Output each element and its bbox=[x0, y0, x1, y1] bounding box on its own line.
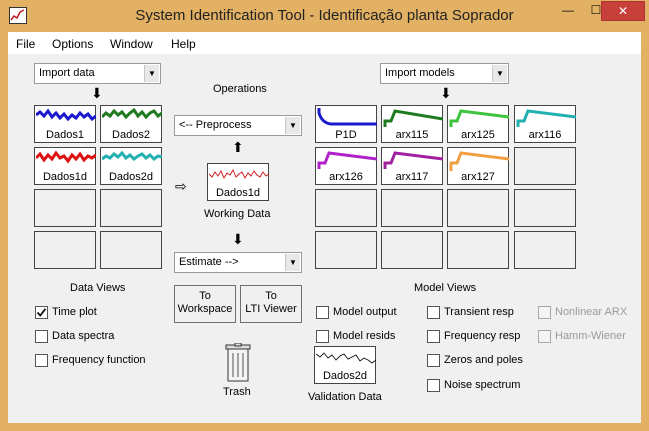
validation-data-cell[interactable] bbox=[314, 346, 376, 384]
preprocess-value: <-- Preprocess bbox=[179, 119, 252, 131]
import-data-dropdown[interactable] bbox=[34, 63, 161, 84]
working-data-label: Dados1d bbox=[215, 187, 261, 199]
data-cell-plot bbox=[36, 107, 96, 129]
model-cell-plot bbox=[383, 107, 443, 129]
trash-label: Trash bbox=[223, 386, 251, 398]
import-models-value: Import models bbox=[385, 67, 455, 79]
data-cell-label: Dados1d bbox=[42, 171, 88, 183]
data-cell-empty[interactable] bbox=[100, 231, 162, 269]
data-spectra-label: Data spectra bbox=[52, 330, 115, 342]
preprocess-dropdown[interactable] bbox=[174, 115, 302, 136]
menu-file[interactable]: File bbox=[16, 37, 36, 51]
chevron-down-icon: ▼ bbox=[285, 117, 300, 134]
to-workspace-button[interactable] bbox=[174, 285, 236, 323]
data-cell-dados1[interactable] bbox=[34, 105, 96, 143]
model-cell-arx115[interactable] bbox=[381, 105, 443, 143]
transient-resp-checkbox[interactable] bbox=[427, 306, 440, 319]
data-cell-empty[interactable] bbox=[34, 189, 96, 227]
model-resids-checkbox[interactable] bbox=[316, 330, 329, 343]
model-resids-label: Model resids bbox=[333, 330, 396, 342]
chevron-down-icon: ▼ bbox=[285, 254, 300, 271]
menu-options[interactable]: Options bbox=[52, 37, 94, 51]
model-cell-arx116[interactable] bbox=[514, 105, 576, 143]
trash-icon[interactable] bbox=[225, 343, 251, 383]
model-cell-p1d[interactable] bbox=[315, 105, 377, 143]
close-button[interactable]: ✕ bbox=[601, 1, 645, 21]
model-cell-arx125[interactable] bbox=[447, 105, 509, 143]
model-cell-label: arx127 bbox=[461, 171, 495, 183]
model-output-checkbox[interactable] bbox=[316, 306, 329, 319]
working-data-cell[interactable] bbox=[207, 163, 269, 201]
chevron-down-icon: ▼ bbox=[492, 65, 507, 82]
arrow-down-icon: ⬇ bbox=[440, 85, 452, 101]
data-cell-label: Dados2d bbox=[108, 171, 154, 183]
frequency-function-label: Frequency function bbox=[52, 354, 146, 366]
checkmark-icon bbox=[36, 307, 47, 318]
to-lti-viewer-line1: To bbox=[265, 290, 277, 302]
import-data-value: Import data bbox=[39, 67, 95, 79]
model-cell-plot bbox=[516, 107, 576, 129]
model-cell-empty[interactable] bbox=[514, 231, 576, 269]
data-cell-label: Dados1 bbox=[46, 129, 84, 141]
working-data-plot bbox=[209, 165, 269, 187]
data-cell-empty[interactable] bbox=[100, 189, 162, 227]
data-views-heading: Data Views bbox=[70, 282, 126, 294]
model-cell-empty[interactable] bbox=[381, 231, 443, 269]
data-cell-plot bbox=[36, 149, 96, 171]
to-workspace-line2: Workspace bbox=[177, 303, 233, 315]
to-lti-viewer-line2: LTI Viewer bbox=[245, 303, 297, 315]
model-cell-empty[interactable] bbox=[514, 147, 576, 185]
nonlinear-arx-label: Nonlinear ARX bbox=[555, 306, 628, 318]
noise-spectrum-checkbox[interactable] bbox=[427, 379, 440, 392]
model-cell-label: arx125 bbox=[461, 129, 495, 141]
zeros-and-poles-label: Zeros and poles bbox=[444, 354, 523, 366]
frequency-resp-label: Frequency resp bbox=[444, 330, 521, 342]
model-cell-arx126[interactable] bbox=[315, 147, 377, 185]
chevron-down-icon: ▼ bbox=[144, 65, 159, 82]
menu-window[interactable]: Window bbox=[110, 37, 153, 51]
model-cell-plot bbox=[449, 149, 509, 171]
model-cell-label: arx115 bbox=[395, 129, 429, 141]
model-cell-empty[interactable] bbox=[381, 189, 443, 227]
time-plot-checkbox[interactable] bbox=[35, 306, 48, 319]
data-cell-plot bbox=[102, 107, 162, 129]
data-cell-label: Dados2 bbox=[112, 129, 150, 141]
data-cell-plot bbox=[102, 149, 162, 171]
model-cell-empty[interactable] bbox=[315, 189, 377, 227]
data-cell-dados1d[interactable] bbox=[34, 147, 96, 185]
arrow-down-icon: ⬇ bbox=[91, 85, 103, 101]
model-cell-plot bbox=[317, 149, 377, 171]
zeros-and-poles-checkbox[interactable] bbox=[427, 354, 440, 367]
model-views-heading: Model Views bbox=[414, 282, 477, 294]
hamm-wiener-checkbox[interactable] bbox=[538, 330, 551, 343]
import-models-dropdown[interactable] bbox=[380, 63, 509, 84]
nonlinear-arx-checkbox[interactable] bbox=[538, 306, 551, 319]
minimize-button[interactable]: — bbox=[562, 3, 574, 17]
estimate-value: Estimate --> bbox=[179, 256, 239, 268]
model-cell-empty[interactable] bbox=[447, 189, 509, 227]
validation-data-plot bbox=[316, 348, 376, 370]
model-cell-empty[interactable] bbox=[447, 231, 509, 269]
validation-data-label: Dados2d bbox=[322, 370, 368, 382]
frequency-function-checkbox[interactable] bbox=[35, 354, 48, 367]
model-cell-label: arx126 bbox=[329, 171, 363, 183]
model-cell-arx117[interactable] bbox=[381, 147, 443, 185]
time-plot-label: Time plot bbox=[52, 306, 97, 318]
model-cell-empty[interactable] bbox=[514, 189, 576, 227]
data-cell-dados2[interactable] bbox=[100, 105, 162, 143]
estimate-dropdown[interactable] bbox=[174, 252, 302, 273]
validation-data-caption: Validation Data bbox=[308, 391, 382, 403]
model-cell-label: arx116 bbox=[528, 129, 562, 141]
model-cell-plot bbox=[449, 107, 509, 129]
noise-spectrum-label: Noise spectrum bbox=[444, 379, 521, 391]
arrow-up-icon: ⬆ bbox=[232, 139, 244, 155]
hamm-wiener-label: Hamm-Wiener bbox=[555, 330, 626, 342]
arrow-right-icon: ⇨ bbox=[175, 178, 187, 194]
arrow-down-icon: ⬇ bbox=[232, 231, 244, 247]
frequency-resp-checkbox[interactable] bbox=[427, 330, 440, 343]
transient-resp-label: Transient resp bbox=[444, 306, 514, 318]
model-cell-plot bbox=[317, 107, 377, 129]
model-cell-empty[interactable] bbox=[315, 231, 377, 269]
model-cell-arx127[interactable] bbox=[447, 147, 509, 185]
model-cell-label: P1D bbox=[335, 129, 357, 141]
menu-help[interactable]: Help bbox=[171, 37, 196, 51]
model-output-label: Model output bbox=[333, 306, 397, 318]
menu-bar bbox=[8, 32, 641, 54]
window-title: System Identification Tool - Identificação planta Soprador bbox=[135, 7, 514, 24]
data-cell-dados2d[interactable] bbox=[100, 147, 162, 185]
data-cell-empty[interactable] bbox=[34, 231, 96, 269]
data-spectra-checkbox[interactable] bbox=[35, 330, 48, 343]
working-data-caption: Working Data bbox=[204, 208, 271, 220]
to-workspace-line1: To bbox=[199, 290, 211, 302]
model-cell-plot bbox=[383, 149, 443, 171]
model-cell-label: arx117 bbox=[395, 171, 429, 183]
operations-heading: Operations bbox=[213, 83, 267, 95]
maximize-button[interactable]: ☐ bbox=[590, 3, 602, 17]
to-lti-viewer-button[interactable] bbox=[240, 285, 302, 323]
